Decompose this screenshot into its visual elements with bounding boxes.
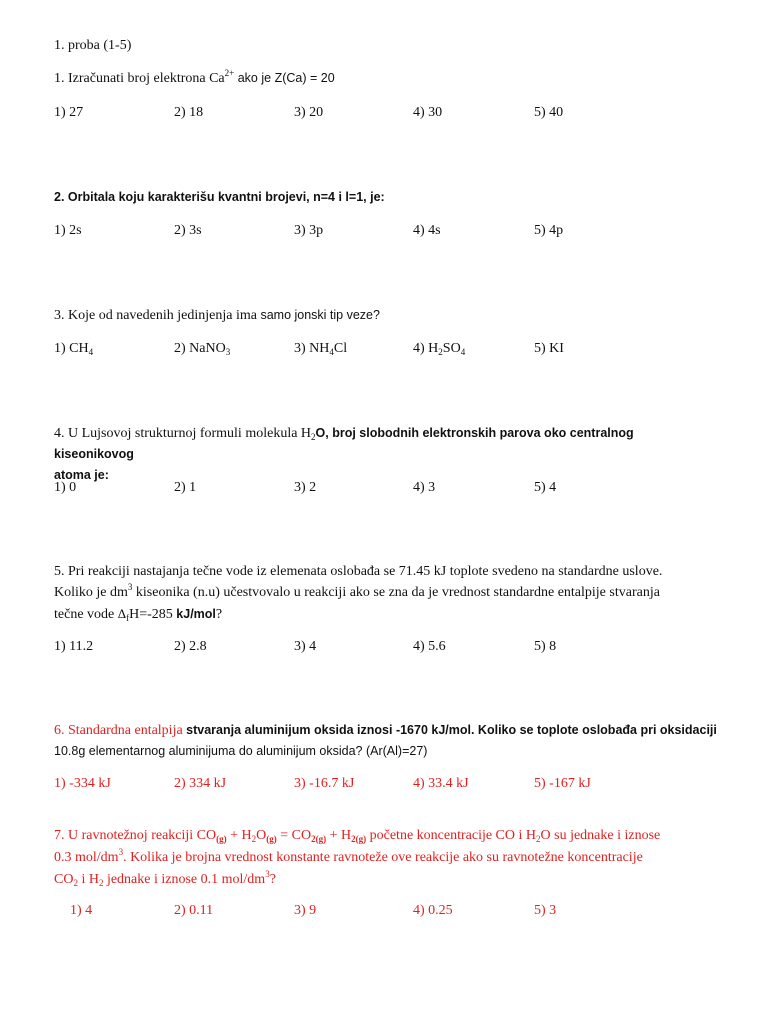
question-5-line3b: H=-285 (129, 607, 177, 622)
question-7 (54, 825, 754, 891)
q3-option-4-sub1: 2 (438, 347, 443, 357)
question-4-options (54, 478, 714, 498)
q3-option-5[interactable]: 5) KI (534, 341, 564, 356)
q7-l2-b: . Kolika je brojna vrednost konstante ravnoteže ove reakcije ako su ravnotežne koncentracije (123, 850, 643, 865)
question-6-line2: 10.8g elementarnog aluminijuma do aluminijum oksida? (Ar(Al)=27) (54, 744, 428, 758)
question-5-end: ? (215, 607, 223, 622)
q1-option-5[interactable]: 5) 40 (534, 105, 564, 120)
question-5-line3a: tečne vode (54, 607, 118, 622)
q7-l1-a: 7. U ravnotežnoj reakciji CO (54, 828, 217, 843)
q7-l3-a: CO (54, 872, 74, 887)
question-5 (54, 561, 754, 625)
page-title: 1. proba (1-5) (54, 38, 132, 53)
q3-option-2-sub: 3 (225, 347, 231, 357)
q7-l1-g: O su jednake i iznose (540, 828, 661, 843)
q3-option-1[interactable] (54, 339, 93, 359)
q3-option-1-text: 1) CH (54, 341, 89, 356)
q7-l3-sup: 3 (265, 869, 270, 879)
question-3-options (54, 339, 714, 359)
q2-option-3[interactable]: 3) 3p (294, 223, 324, 238)
question-6-options (54, 774, 714, 794)
q2-option-1[interactable]: 1) 2s (54, 223, 82, 238)
q7-l1-b: + H (226, 828, 252, 843)
q7-l3-d: ? (269, 872, 276, 887)
question-3-prefix: 3. Koje od navedenih jedinjenja ima (54, 308, 257, 323)
q7-option-5[interactable]: 5) 3 (534, 903, 557, 918)
q4-option-2[interactable]: 2) 1 (174, 480, 197, 495)
q7-l1-sub3: 2(g) (311, 834, 327, 844)
q7-option-3[interactable]: 3) 9 (294, 903, 317, 918)
q4-option-1[interactable]: 1) 0 (54, 480, 77, 495)
question-4 (54, 423, 714, 486)
q7-l1-sub2: (g) (266, 834, 277, 844)
q7-l2-a: 0.3 mol/dm (54, 850, 119, 865)
q3-option-4[interactable] (413, 339, 465, 359)
q4-option-3[interactable]: 3) 2 (294, 480, 317, 495)
question-7-options (54, 901, 714, 921)
q7-l3-b: i H (77, 872, 99, 887)
q7-l1-sub2a: 2 (251, 834, 257, 844)
q7-option-4[interactable]: 4) 0.25 (413, 903, 453, 918)
q1-option-3[interactable]: 3) 20 (294, 105, 324, 120)
q6-option-2[interactable]: 2) 334 kJ (174, 776, 227, 791)
q3-option-2[interactable] (174, 339, 230, 359)
q6-option-5[interactable]: 5) -167 kJ (534, 776, 591, 791)
q1-option-4[interactable]: 4) 30 (413, 105, 443, 120)
q7-option-1[interactable]: 1) 4 (70, 903, 93, 918)
q7-l1-c: O (256, 828, 267, 843)
q5-option-5[interactable]: 5) 8 (534, 639, 557, 654)
question-4-prefix: 4. U Lujsovoj strukturnoj formuli molekula H (54, 426, 312, 441)
question-2-options (54, 221, 714, 241)
q3-option-2-text: 2) NaNO (174, 341, 226, 356)
q1-option-1[interactable]: 1) 27 (54, 105, 84, 120)
question-5-options (54, 637, 714, 657)
q4-option-4[interactable]: 4) 3 (413, 480, 436, 495)
q2-option-4[interactable]: 4) 4s (413, 223, 441, 238)
q2-option-5[interactable]: 5) 4p (534, 223, 564, 238)
q3-option-3-text: 3) NH (294, 341, 330, 356)
q6-option-4[interactable]: 4) 33.4 kJ (413, 776, 469, 791)
question-5-line2-sup: 3 (127, 582, 133, 592)
q7-l3-sub2: 2 (98, 878, 104, 888)
q7-l3-sub1: 2 (73, 878, 78, 888)
question-1-charge: 2+ (224, 68, 235, 78)
q3-option-4-text-b: SO (442, 341, 461, 356)
q6-option-3[interactable]: 3) -16.7 kJ (294, 776, 355, 791)
delta-symbol: Δ (117, 606, 127, 621)
q3-option-3-text-b: Cl (333, 341, 348, 356)
q3-option-4-sub2: 4 (460, 347, 466, 357)
delta-sub: f (126, 613, 130, 623)
question-1-rest: ako je Z(Ca) = 20 (237, 71, 335, 85)
question-1-prefix: 1. Izračunati broj elektrona Ca (54, 71, 225, 86)
question-6-rest: stvaranja aluminijum oksida iznosi -1670 kJ/mol. Koliko se toplote oslobađa pri oksidaciji (182, 723, 717, 737)
q4-option-5[interactable]: 5) 4 (534, 480, 557, 495)
q7-l1-sub1: (g) (216, 834, 227, 844)
question-5-line1: 5. Pri reakciji nastajanja tečne vode iz elemenata oslobađa se 71.45 kJ toplote svedeno na standardne uslove. (54, 564, 663, 579)
q7-l3-c: jednake i iznose 0.1 mol/dm (103, 872, 266, 887)
question-5-unit: kJ/mol (176, 607, 216, 621)
question-4-rest: , broj slobodnih elektronskih parova oko centralnog kiseonikovog (54, 426, 634, 461)
q2-option-2[interactable]: 2) 3s (174, 223, 202, 238)
question-6 (54, 720, 754, 762)
question-1-options (54, 103, 714, 123)
question-1 (54, 68, 335, 89)
q6-option-1[interactable]: 1) -334 kJ (54, 776, 111, 791)
q5-option-1[interactable]: 1) 11.2 (54, 639, 94, 654)
q5-option-2[interactable]: 2) 2.8 (174, 639, 207, 654)
question-3-rest: samo jonski tip veze? (260, 308, 380, 322)
question-4-o: O (315, 426, 326, 440)
q7-l1-sub4: 2(g) (351, 834, 367, 844)
q1-option-2[interactable]: 2) 18 (174, 105, 204, 120)
question-5-line2b: kiseonika (n.u) učestvovalo u reakciji ako se zna da je vrednost standardne entalpije stvaranja (132, 585, 660, 600)
q7-option-2[interactable]: 2) 0.11 (174, 903, 214, 918)
question-4-h-sub: 2 (311, 432, 316, 442)
question-6-prefix: 6. Standardna entalpija (54, 723, 183, 738)
q7-l1-e: + H (326, 828, 352, 843)
q7-l1-d: = CO (276, 828, 312, 843)
q5-option-3[interactable]: 3) 4 (294, 639, 317, 654)
q3-option-3[interactable] (294, 339, 347, 359)
q7-l1-f: početne koncentracije CO i H (366, 828, 537, 843)
question-5-line2a: Koliko je dm (54, 585, 128, 600)
q7-l1-sub5: 2 (536, 834, 541, 844)
question-4-line2: atoma je: (54, 468, 109, 482)
q5-option-4[interactable]: 4) 5.6 (413, 639, 446, 654)
q3-option-4-text: 4) H (413, 341, 439, 356)
question-2: 2. Orbitala koju karakterišu kvantni brojevi, n=4 i l=1, je: (54, 190, 385, 204)
question-3 (54, 305, 380, 326)
q3-option-1-sub: 4 (88, 347, 94, 357)
q3-option-3-sub: 4 (329, 347, 334, 357)
q7-l2-sup: 3 (118, 847, 124, 857)
